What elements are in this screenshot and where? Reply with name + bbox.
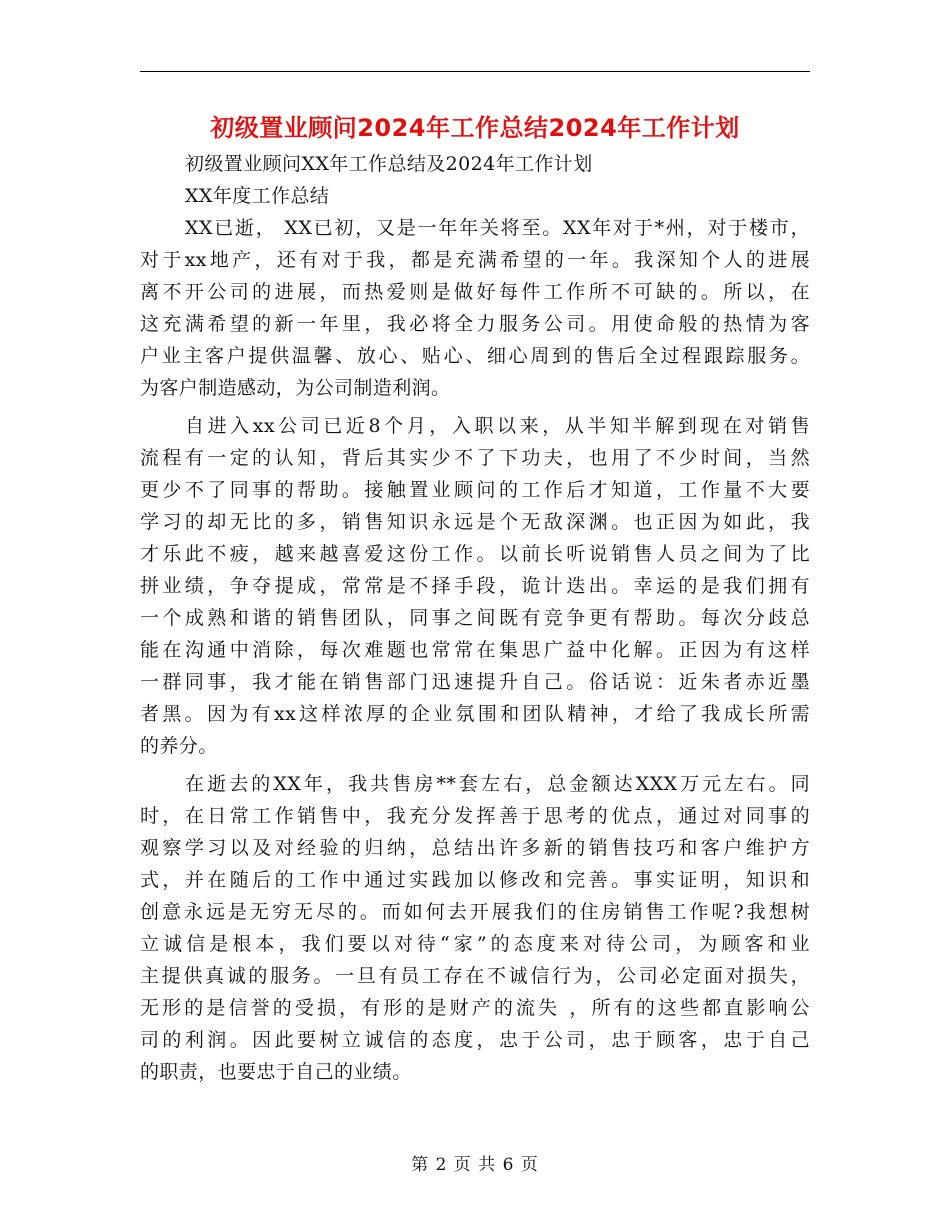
paragraph-line: 者黑。因为有xx这样浓厚的企业氛围和团队精神，才给了我成长所需 xyxy=(140,703,810,725)
paragraph-line: 户业主客户提供温馨、放心、贴心、细心周到的售后全过程跟踪服务。 xyxy=(140,345,810,367)
paragraph-line: XX已逝， XX已初，又是一年年关将至。XX年对于*州，对于楼市， xyxy=(185,217,810,239)
paragraph-line: 式，并在随后的工作中通过实践加以修改和完善。事实证明，知识和 xyxy=(140,869,810,891)
paragraph-line: 为客户制造感动，为公司制造利润。 xyxy=(140,377,451,399)
document-title: 初级置业顾问2024年工作总结2024年工作计划 xyxy=(210,114,740,142)
paragraph-line: 司的利润。因此要树立诚信的态度，忠于公司，忠于顾客，忠于自己 xyxy=(140,1029,810,1051)
paragraph-line: 学习的却无比的多，销售知识永远是个无敌深渊。也正因为如此，我 xyxy=(140,511,810,533)
page-footer: 第 2 页 共 6 页 xyxy=(411,1155,539,1175)
paragraph-line: 这充满希望的新一年里，我必将全力服务公司。用使命般的热情为客 xyxy=(140,313,810,335)
paragraph-line: 观察学习以及对经验的归纳，总结出许多新的销售技巧和客户维护方 xyxy=(140,837,810,859)
paragraph-line: 能在沟通中消除，每次难题也常常在集思广益中化解。正因为有这样 xyxy=(140,639,810,661)
document-subtitle: 初级置业顾问XX年工作总结及2024年工作计划 xyxy=(185,153,593,175)
paragraph-line: 立诚信是根本，我们要以对待“家”的态度来对待公司，为顾客和业 xyxy=(140,933,810,955)
paragraph-line: 无形的是信誉的受损，有形的是财产的流失 ，所有的这些都直影响公 xyxy=(140,997,810,1019)
paragraph-line: 流程有一定的认知，背后其实少不了下功夫，也用了不少时间，当然 xyxy=(140,447,810,469)
paragraph-line: 拼业绩，争夺提成，常常是不择手段，诡计迭出。幸运的是我们拥有 xyxy=(140,575,810,597)
header-rule xyxy=(140,71,810,72)
paragraph-line: 离不开公司的进展，而热爱则是做好每件工作所不可缺的。所以，在 xyxy=(140,281,810,303)
paragraph-line: 的职责，也要忠于自己的业绩。 xyxy=(140,1061,412,1083)
paragraph-line: 一个成熟和谐的销售团队，同事之间既有竞争更有帮助。每次分歧总 xyxy=(140,607,810,629)
paragraph-line: 才乐此不疲，越来越喜爱这份工作。以前长听说销售人员之间为了比 xyxy=(140,543,810,565)
paragraph-line: 在逝去的XX年，我共售房**套左右，总金额达XXX万元左右。同 xyxy=(185,773,810,795)
paragraph-line: 的养分。 xyxy=(140,735,218,757)
paragraph-line: 对于xx地产，还有对于我，都是充满希望的一年。我深知个人的进展 xyxy=(140,249,810,271)
paragraph-line: 主提供真诚的服务。一旦有员工存在不诚信行为，公司必定面对损失， xyxy=(140,965,810,987)
paragraph-line: 一群同事，我才能在销售部门迅速提升自己。俗话说：近朱者赤近墨 xyxy=(140,671,810,693)
paragraph-line: 更少不了同事的帮助。接触置业顾问的工作后才知道，工作量不大要 xyxy=(140,479,810,501)
paragraph-line: 自进入xx公司已近8个月，入职以来，从半知半解到现在对销售 xyxy=(185,415,810,437)
section-heading: XX年度工作总结 xyxy=(185,185,330,207)
paragraph-line: 时，在日常工作销售中，我充分发挥善于思考的优点，通过对同事的 xyxy=(140,805,810,827)
paragraph-line: 创意永远是无穷无尽的。而如何去开展我们的住房销售工作呢?我想树 xyxy=(140,901,810,923)
